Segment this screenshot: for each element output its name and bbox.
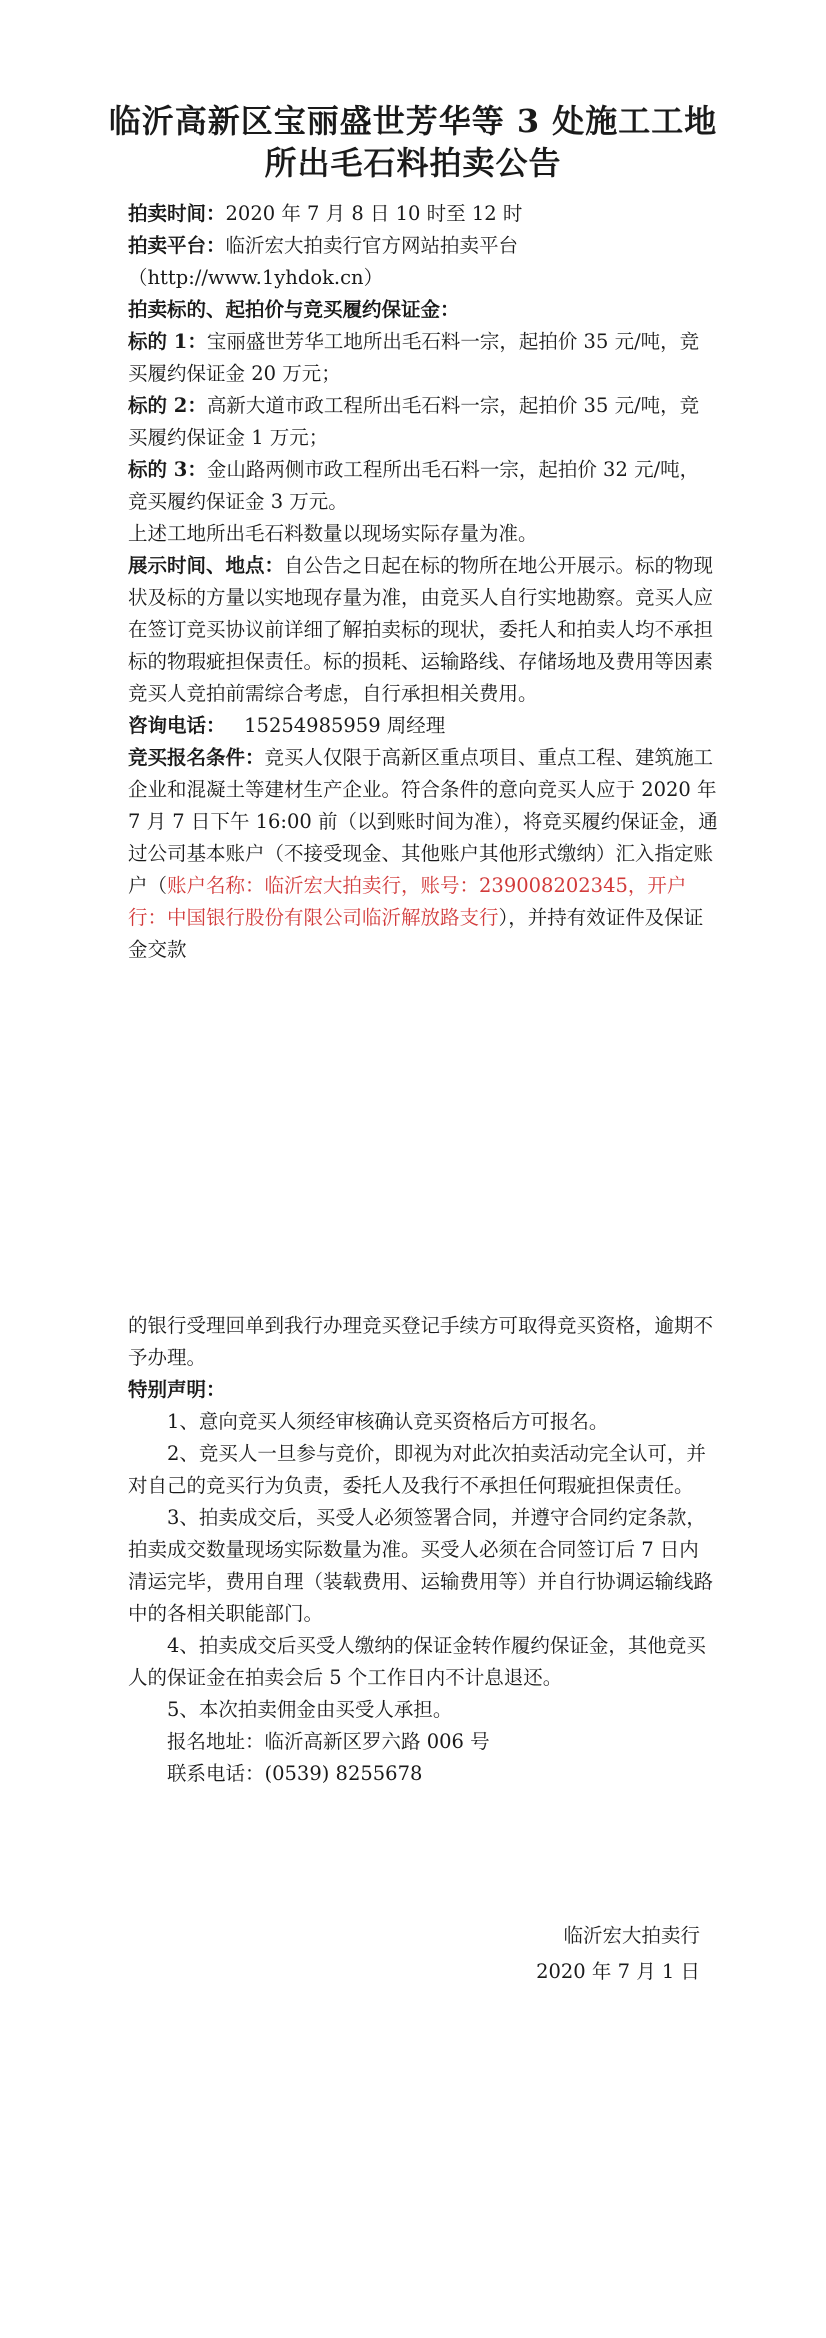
lot-1-text: 宝丽盛世芳华工地所出毛石料一宗，起拍价 35 元/吨，竞买履约保证金 20 万元； [128, 330, 700, 385]
lot-2-label: 标的 2： [128, 394, 207, 417]
quantity-note: 上述工地所出毛石料数量以现场实际存量为准。 [128, 522, 538, 545]
lot-1-label: 标的 1： [128, 330, 207, 353]
title-line-2: 所出毛石料拍卖公告 [264, 144, 562, 182]
announcement-body-bottom [128, 1310, 718, 1790]
bank-account-info: 账户名称：临沂宏大拍卖行，账号：239008202345，开户行：中国银行股份有限公司临沂解放路支行 [128, 874, 687, 929]
auction-time-value: 2020 年 7 月 8 日 10 时至 12 时 [225, 202, 523, 225]
auction-time [128, 198, 718, 230]
registration-continued: 的银行受理回单到我行办理竞买登记手续方可取得竞买资格，逾期不予办理。 [128, 1314, 714, 1369]
auction-time-label: 拍卖时间： [128, 202, 226, 225]
lot-2 [128, 390, 718, 454]
exhibition-text: 自公告之日起在标的物所在地公开展示。标的物现状及标的方量以实地现存量为准，由竞买人自行实地勘察。竞买人应在签订竞买协议前详细了解拍卖标的现状，委托人和拍卖人均不承担标的物瑕疵担保责任。标的损耗、运输路线、存储场地及费用等因素竞买人竞拍前需综合考虑，自行承担相关费用。 [128, 554, 714, 705]
special-item-4: 4、拍卖成交后买受人缴纳的保证金转作履约保证金，其他竞买人的保证金在拍卖会后 5 个工作日内不计息退还。 [128, 1634, 706, 1689]
registration-text: 竞买人仅限于高新区重点项目、重点工程、建筑施工企业和混凝土等建材生产企业。符合条件的意向竞买人应于 2020 年 7 月 7 日下午 16:00 前（以到账时间为准），将竞买履约保证金，通过公司基本账户（不接受现金、其他账户其他形式缴纳）汇入指定账户（ [128, 746, 718, 897]
signature-org: 临沂宏大拍卖行 [563, 1924, 700, 1947]
special-item-3: 3、拍卖成交后，买受人必须签署合同，并遵守合同约定条款，拍卖成交数量现场实际数量为准。买受人必须在合同签订后 7 日内清运完毕，费用自理（装载费用、运输费用等）并自行协调运输线路中的各相关职能部门。 [128, 1506, 714, 1625]
registration-address: 报名地址：临沂高新区罗六路 006 号 [167, 1730, 490, 1753]
lot-3-text: 金山路两侧市政工程所出毛石料一宗，起拍价 32 元/吨，竞买履约保证金 3 万元。 [128, 458, 700, 513]
lots-heading: 拍卖标的、起拍价与竞买履约保证金： [128, 298, 460, 321]
exhibition [128, 550, 718, 710]
special-item-2: 2、竞买人一旦参与竞价，即视为对此次拍卖活动完全认可，并对自己的竞买行为负责，委托人及我行不承担任何瑕疵担保责任。 [128, 1442, 706, 1497]
registration [128, 742, 718, 966]
lot-1 [128, 326, 718, 390]
auction-platform [128, 230, 718, 294]
lot-3 [128, 454, 718, 518]
registration-label: 竞买报名条件： [128, 746, 265, 769]
exhibition-label: 展示时间、地点： [128, 554, 285, 577]
special-item-5: 5、本次拍卖佣金由买受人承担。 [167, 1698, 453, 1721]
contact-phone: 联系电话：(0539) 8255678 [167, 1762, 423, 1785]
special-item-1: 1、意向竞买人须经审核确认竞买资格后方可报名。 [167, 1410, 609, 1433]
consult-value: 15254985959 周经理 [244, 714, 446, 737]
lot-2-text: 高新大道市政工程所出毛石料一宗，起拍价 35 元/吨，竞买履约保证金 1 万元； [128, 394, 700, 449]
consult-label: 咨询电话： [128, 714, 226, 737]
announcement-body-top [128, 198, 718, 966]
consult-phone [128, 710, 718, 742]
special-heading: 特别声明： [128, 1378, 226, 1401]
lot-3-label: 标的 3： [128, 458, 207, 481]
auction-platform-value: 临沂宏大拍卖行官方网站拍卖平台（http://www.1yhdok.cn） [128, 234, 519, 289]
title-line-1: 临沂高新区宝丽盛世芳华等 3 处施工工地 [108, 102, 718, 140]
auction-platform-label: 拍卖平台： [128, 234, 226, 257]
registration-text-after: ），并持有效证件及保证金交款 [128, 906, 704, 961]
signature-date: 2020 年 7 月 1 日 [536, 1960, 700, 1983]
